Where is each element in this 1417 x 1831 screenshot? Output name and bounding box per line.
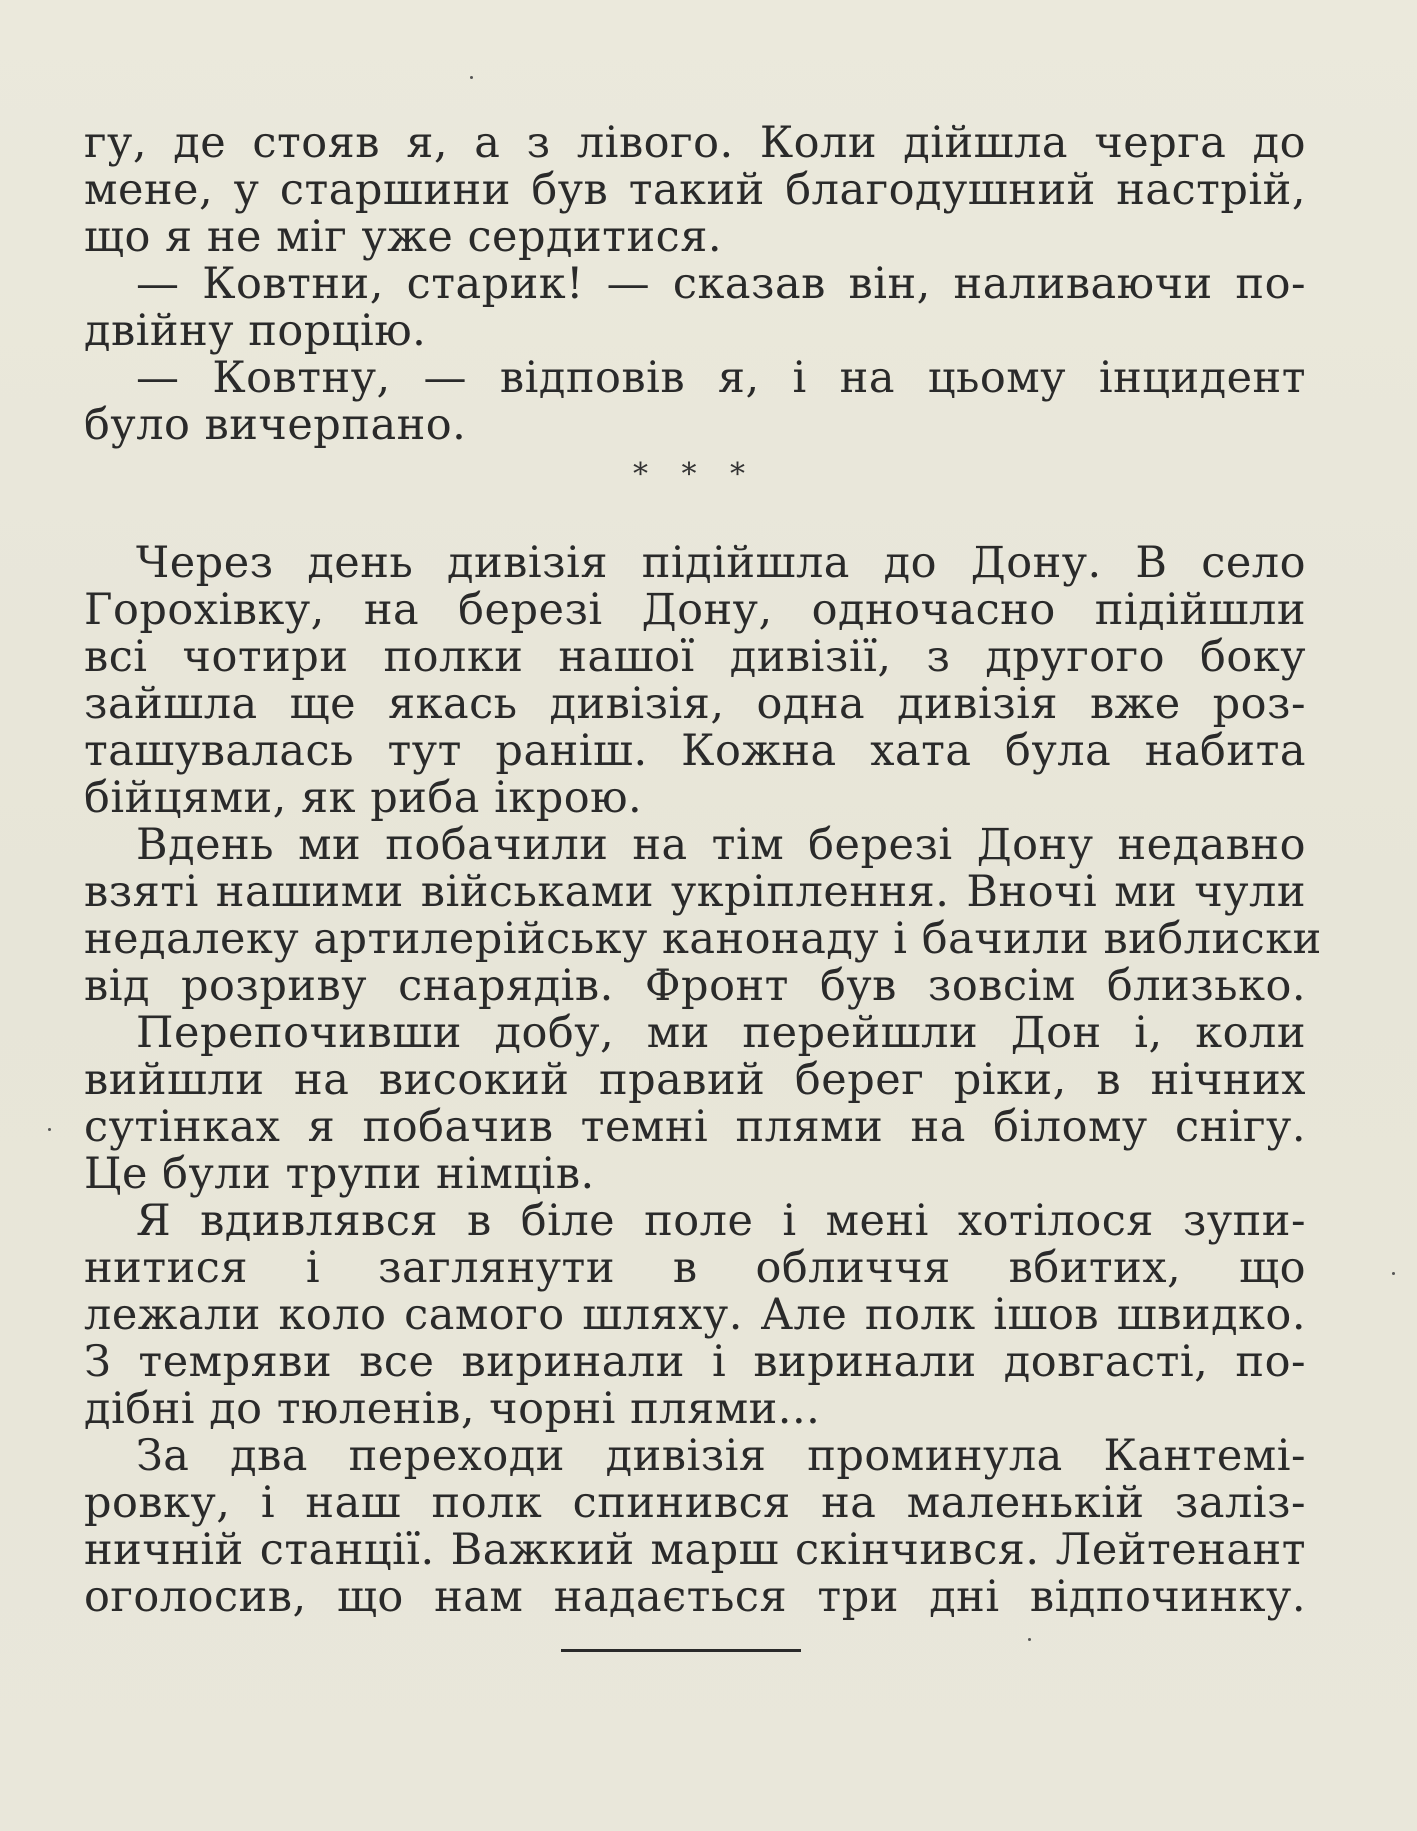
text-line: нитися і заглянути в обличчя вбитих, що [84,1243,1306,1293]
paper-speck [470,76,473,79]
text-line: За два переходи дивізія проминула Кантемі- [136,1431,1306,1481]
text-line: З темряви все виринали і виринали довгасті, по- [84,1337,1306,1387]
text-line: — Ковтни, старик! — сказав він, наливаючи по- [136,259,1306,309]
end-rule [561,1649,801,1652]
text-line: сутінках я побачив темні плями на білому снігу. [84,1102,1306,1152]
text-line: двійну порцію. [84,306,427,356]
text-line: ташувалась тут раніш. Кожна хата була набита [84,726,1306,776]
text-line: взяті нашими військами укріплення. Вночі ми чули [84,867,1306,917]
text-line: Горохівку, на березі Дону, одночасно підійшли [84,585,1306,635]
text-line: Вдень ми побачили на тім березі Дону недавно [136,820,1306,870]
text-line: гу, де стояв я, а з лівого. Коли дійшла черга до [84,118,1306,168]
text-line: мене, у старшини був такий благодушний настрій, [84,165,1306,215]
text-line: від розриву снарядів. Фронт був зовсім близько. [84,961,1306,1011]
paper-speck [1392,1272,1395,1275]
text-line: вийшли на високий правий берег ріки, в нічних [84,1055,1306,1105]
text-line: Я вдивлявся в біле поле і мені хотілося зупи- [136,1196,1306,1246]
text-line: дібні до тюленів, чорні плями... [84,1384,821,1434]
text-line: бійцями, як риба ікрою. [84,773,643,823]
text-line: Перепочивши добу, ми перейшли Дон і, коли [136,1008,1306,1058]
text-line: оголосив, що нам надається три дні відпочинку. [84,1572,1306,1622]
text-line: лежали коло самого шляху. Але полк ішов швидко. [84,1290,1306,1340]
paragraph [84,540,1306,822]
text-line: Через день дивізія підійшла до Дону. В село [136,538,1306,588]
paragraph [84,1010,1306,1198]
text-line: — Ковтну, — відповів я, і на цьому інцидент [136,353,1306,403]
text-line: було вичерпано. [84,400,467,450]
paragraph [84,1198,1306,1433]
paper-speck [1028,1638,1031,1641]
paper-speck [48,1128,51,1131]
paragraph [84,355,1306,449]
text-line: що я не міг уже сердитися. [84,212,722,262]
paragraph [84,261,1306,355]
paragraph [84,120,1306,261]
text-line: ничній станції. Важкий марш скінчився. Лейтенант [84,1525,1306,1575]
text-line: всі чотири полки нашої дивізії, з другого боку [84,632,1306,682]
text-line: недалеку артилерійську канонаду і бачили виблиски [84,914,1322,964]
text-line: зайшла ще якась дивізія, одна дивізія вже роз- [84,679,1306,729]
text-line: Це були трупи німців. [84,1149,595,1199]
page-text [84,118,1322,1622]
paragraph [84,820,1322,1011]
text-line: ровку, і наш полк спинився на маленькій заліз- [84,1478,1306,1528]
section-separator: * * * [632,457,758,492]
paragraph [84,1433,1306,1621]
